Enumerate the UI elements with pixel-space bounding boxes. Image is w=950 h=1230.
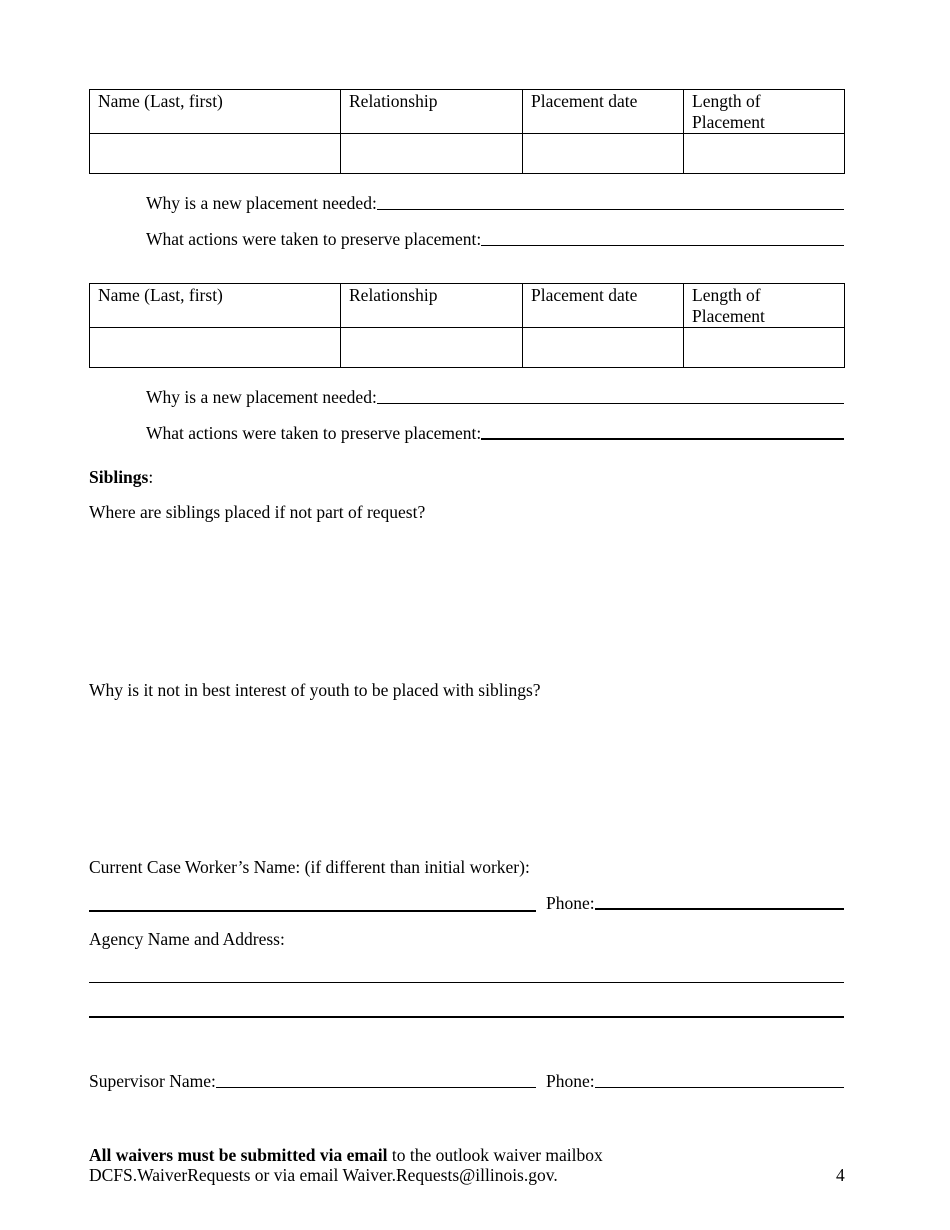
supervisor-name-field[interactable] bbox=[216, 1087, 536, 1088]
caseworker-phone-label: Phone: bbox=[546, 893, 595, 913]
caseworker-phone-row bbox=[546, 893, 844, 913]
supervisor-phone-field[interactable] bbox=[595, 1087, 844, 1088]
siblings-location-question: Where are siblings placed if not part of request? bbox=[89, 502, 426, 522]
name-cell[interactable] bbox=[90, 328, 341, 368]
header-relationship: Relationship bbox=[341, 90, 523, 134]
header-placement-date: Placement date bbox=[523, 90, 684, 134]
header-placement-date: Placement date bbox=[523, 284, 684, 328]
header-name: Name (Last, first) bbox=[90, 284, 341, 328]
agency-label: Agency Name and Address: bbox=[89, 929, 285, 949]
relationship-cell[interactable] bbox=[341, 134, 523, 174]
agency-address-line-1[interactable] bbox=[89, 982, 844, 983]
placement-table-1 bbox=[89, 89, 845, 174]
supervisor-phone-label: Phone: bbox=[546, 1071, 595, 1091]
length-cell[interactable] bbox=[684, 328, 845, 368]
why-new-placement-row-2 bbox=[146, 387, 844, 407]
caseworker-name-field[interactable] bbox=[89, 910, 536, 912]
header-length-of-placement: Length of Placement bbox=[684, 284, 845, 328]
supervisor-phone-row bbox=[546, 1071, 844, 1091]
header-relationship: Relationship bbox=[341, 284, 523, 328]
agency-address-line-2[interactable] bbox=[89, 1016, 844, 1018]
relationship-cell[interactable] bbox=[341, 328, 523, 368]
why-new-placement-label: Why is a new placement needed: bbox=[146, 387, 377, 407]
placement-date-cell[interactable] bbox=[523, 328, 684, 368]
caseworker-phone-field[interactable] bbox=[595, 908, 844, 910]
why-new-placement-field[interactable] bbox=[377, 209, 844, 210]
why-new-placement-label: Why is a new placement needed: bbox=[146, 193, 377, 213]
placement-date-cell[interactable] bbox=[523, 134, 684, 174]
actions-taken-row-2 bbox=[146, 423, 844, 443]
page-number: 4 bbox=[836, 1165, 845, 1185]
actions-taken-label: What actions were taken to preserve placement: bbox=[146, 229, 482, 249]
placement-table-2 bbox=[89, 283, 845, 368]
footer-email-info: DCFS.WaiverRequests or via email Waiver.Requests@illinois.gov. bbox=[89, 1165, 558, 1185]
length-cell[interactable] bbox=[684, 134, 845, 174]
supervisor-row bbox=[89, 1071, 536, 1091]
header-length-of-placement: Length of Placement bbox=[684, 90, 845, 134]
caseworker-label: Current Case Worker’s Name: (if different than initial worker): bbox=[89, 857, 530, 877]
actions-taken-row-1 bbox=[146, 229, 844, 249]
actions-taken-field[interactable] bbox=[481, 245, 844, 246]
actions-taken-label: What actions were taken to preserve placement: bbox=[146, 423, 482, 443]
actions-taken-field[interactable] bbox=[481, 438, 844, 440]
name-cell[interactable] bbox=[90, 134, 341, 174]
footer-notice: All waivers must be submitted via email to the outlook waiver mailbox bbox=[89, 1145, 603, 1165]
why-new-placement-field[interactable] bbox=[377, 403, 844, 404]
siblings-heading: Siblings: bbox=[89, 467, 154, 487]
siblings-best-interest-question: Why is it not in best interest of youth to be placed with siblings? bbox=[89, 680, 541, 700]
why-new-placement-row-1 bbox=[146, 193, 844, 213]
supervisor-label: Supervisor Name: bbox=[89, 1071, 216, 1091]
header-name: Name (Last, first) bbox=[90, 90, 341, 134]
